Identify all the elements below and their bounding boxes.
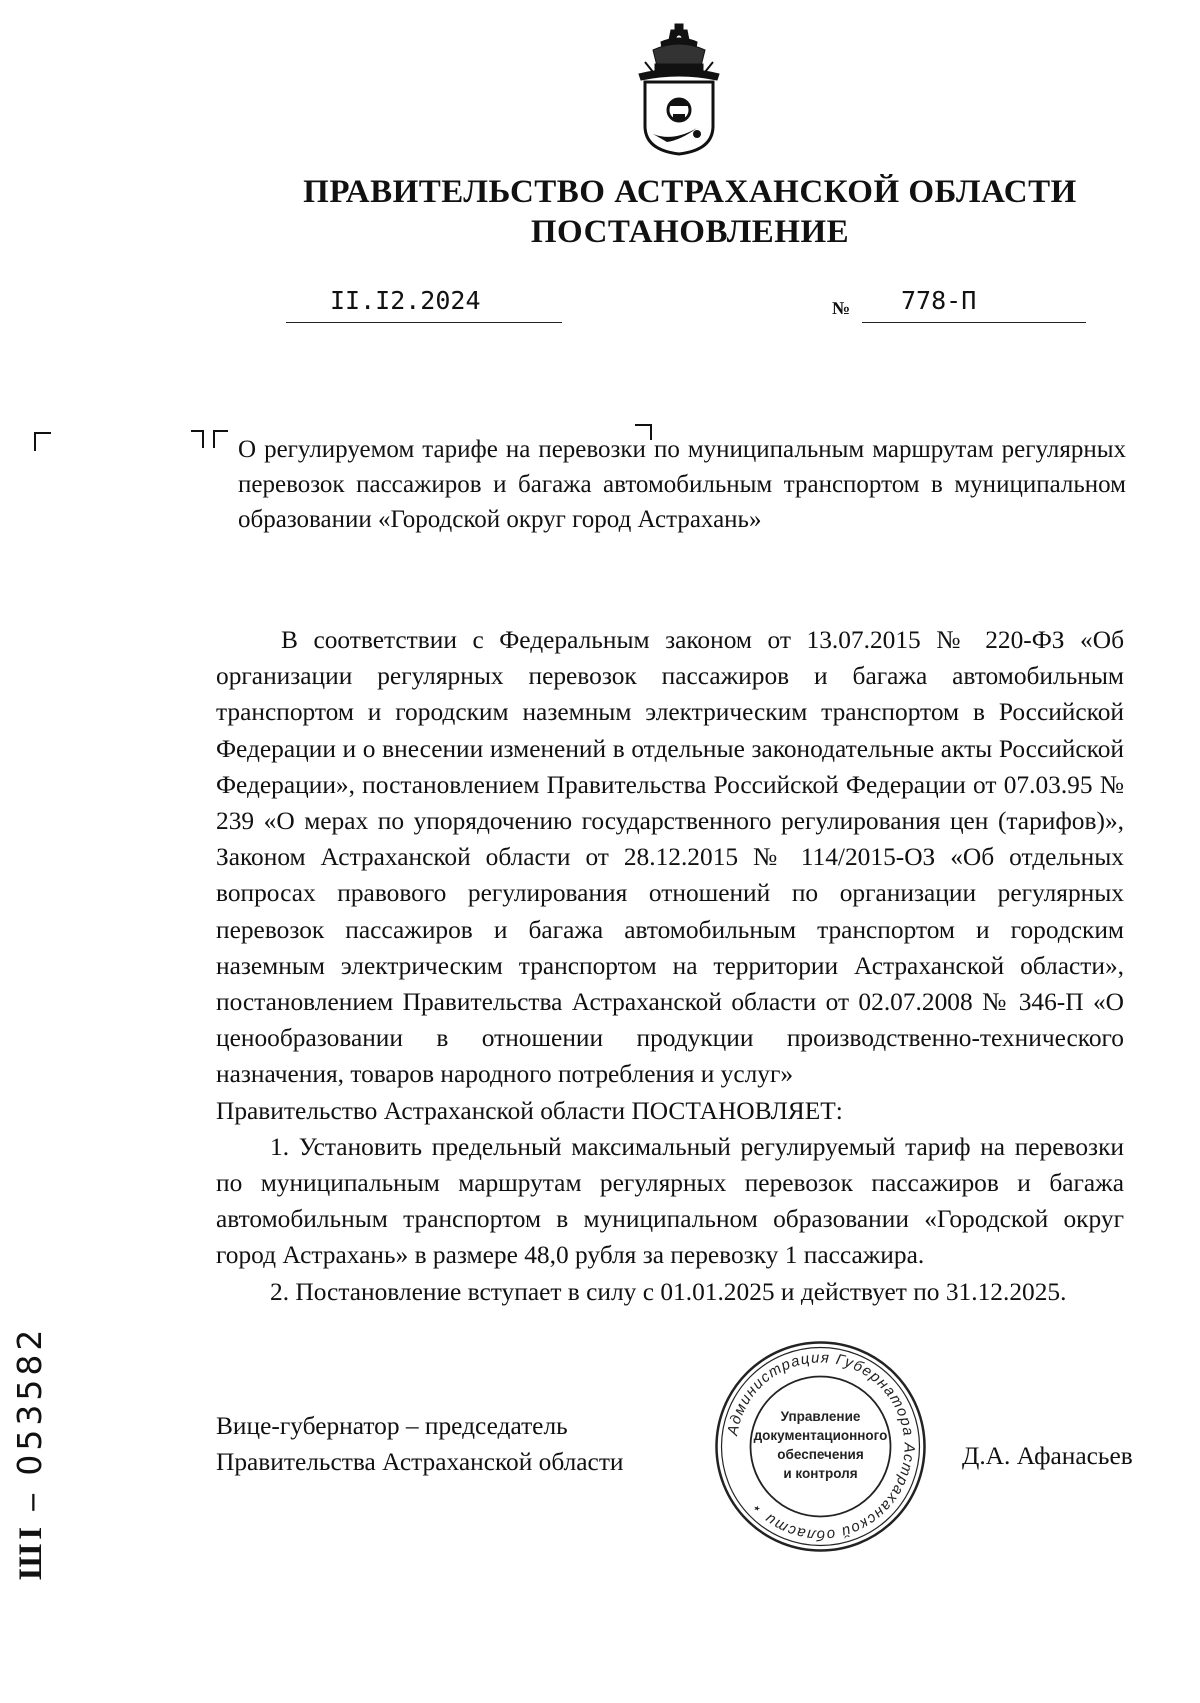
date-underline (286, 322, 562, 323)
document-date: II.I2.2024 (330, 286, 481, 315)
document-type: ПОСТАНОВЛЕНИЕ (530, 214, 850, 250)
item-1: 1. Установить предельный максимальный регулируемый тариф на перевозки по муниципальным маршрутам регулярных перевозок пассажиров и багажа автомобильным транспортом в муниципальном образовании «Городской округ город Астрахань» в размере 48,0 рубля за перевозку 1 пассажира. (216, 1132, 1124, 1270)
side-serial-code (10, 1326, 50, 1580)
document-title: О регулируемом тарифе на перевозки по муниципальным маршрутам регулярных перевозок пассажиров и багажа автомобильным транспортом в муниципальном образовании «Городской округ город Астрахань» (238, 436, 1126, 533)
stamp-inner-line-4: и контроля (783, 1466, 858, 1481)
side-code-number: 053582 (10, 1325, 49, 1476)
stamp-inner-line-2: документационного (753, 1428, 888, 1443)
coat-of-arms-emblem (631, 22, 727, 156)
signatory-position (216, 1408, 624, 1480)
position-line-1: Вице-губернатор – председатель (216, 1412, 568, 1440)
position-line-2: Правительства Астраханской области (216, 1448, 624, 1476)
preamble-paragraph: В соответствии с Федеральным законом от 13.07.2015 № 220-ФЗ «Об организации регулярных перевозок пассажиров и багажа автомобильным транспортом и городским наземным электрическим транспортом в Российской Федерации и о внесении изменений в отдельные законодательные акты Российской Федерации», постановлением Правительства Российской Федерации от 07.03.95 № 239 «О мерах по упорядочению государственного регулирования цен (тарифов)», Законом Астраханской области от 28.12.2015 № 114/2015-ОЗ «Об отдельных вопросах правового регулирования отношений по организации регулярных перевозок пассажиров и багажа автомобильным транспортом и городским наземным электрическим транспортом на территории Астраханской области», постановлением Правительства Астраханской области от 02.07.2008 № 346-П «О ценообразовании в отношении продукции производственно-технического назначения, товаров народного потребления и услуг» (216, 626, 1124, 1089)
stamp-inner-line-3: обеспечения (777, 1447, 864, 1462)
item-2: 2. Постановление вступает в силу с 01.01.2025 и действует по 31.12.2025. (270, 1277, 1067, 1306)
organization-name: ПРАВИТЕЛЬСТВО АСТРАХАНСКОЙ ОБЛАСТИ (303, 174, 1077, 210)
number-underline (862, 322, 1086, 323)
stamp-outer-text: Администрация Губернатора Астраханской области ⋆ (724, 1349, 918, 1544)
official-stamp (713, 1339, 928, 1554)
signatory-name: Д.А. Афанасьев (962, 1442, 1133, 1470)
number-label: № (832, 298, 851, 318)
corner-mark-title (190, 430, 234, 450)
corner-mark-left (34, 432, 54, 452)
document-header (0, 172, 1200, 252)
document-number: 778-П (901, 286, 977, 315)
resolves-line: Правительство Астраханской области ПОСТАНОВЛЯЕТ: (216, 1096, 843, 1125)
stamp-inner-line-1: Управление (780, 1409, 861, 1424)
side-code-prefix: ШI – (13, 1490, 49, 1580)
document-body (216, 622, 1124, 1310)
